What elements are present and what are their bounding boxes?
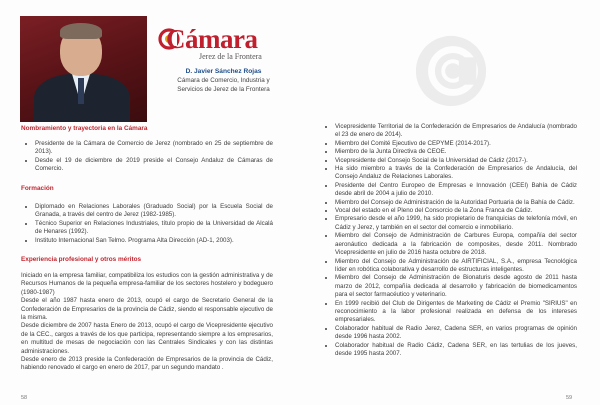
list-item: • Empresario desde el año 1999, ha sido propietario de franquicias de telefonía móvil, en Cádiz y Jerez, y también en el sector del comercio e inmobiliario. [335,215,577,232]
person-name: D. Javier Sánchez Rojas [185,68,262,75]
list-item: • Colaborador habitual de Radio Cádiz, Cadena SER, en las tertulias de los jueves, desde 1995 hasta 2007. [335,342,577,359]
paragraph: Desde el año 1987 hasta enero de 2013, ocupó el cargo de Secretario General de la Confederación de Empresarios de la provincia de Cádiz, siendo el responsable ejecutivo de la misma. [21,297,273,322]
list-item: • Ha sido miembro a través de la Confederación de Empresarios de Andalucía, del Consejo Andaluz de Relaciones Laborales. [335,165,577,182]
section-title-nombramiento: Nombramiento y trayectoria en la Cámara [21,125,148,132]
role-line: Servicios de Jerez de la Frontera [177,86,270,93]
experiencia-text [21,272,273,373]
portrait-photo [20,16,147,122]
logo-subtitle: Jerez de la Frontera [199,52,262,61]
list-item: • Miembro del Consejo de Administración de Carbures Europa, compañía del sector aeronáutico dedicada a la fabricación de composites, desde 2011. Nombrado Vicepresidente en julio de 2016 hasta octubre de 2018. [335,232,577,257]
section-title-formacion: Formación [21,185,54,192]
list-item: • Miembro del Comité Ejecutivo de CEPYME (2014-2017). [335,140,577,148]
section-title-experiencia: Experiencia profesional y otros méritos [21,256,142,263]
list-item: • Colaborador habitual de Radio Jerez, Cadena SER, en varios programas de opinión desde 1996 hasta 2002. [335,325,577,342]
list-item: • Técnico Superior en Relaciones Industriales, título propio de la Universidad de Alcalá de Henares (1992). [35,220,273,237]
list-nombramiento [21,140,273,174]
list-item: • Desde el 19 de diciembre de 2019 preside el Consejo Andaluz de Cámaras de Comercio. [35,157,273,174]
page-number-right: 59 [566,395,573,401]
page-number-left: 58 [21,395,28,401]
list-item: • Vicepresidente del Consejo Social de la Universidad de Cádiz (2017-). [335,157,577,165]
paragraph: Iniciado en la empresa familiar, compatibiliza los estudios con la gestión administrativa y de Recursos Humanos de la pequeña empresa-familiar de los sectores hostelero y bodeguero (1980-1987) [21,272,273,296]
list-item: • En 1999 recibió del Club de Dirigentes de Marketing de Cádiz el Premio "SIRIUS" en reconocimiento a la labor profesional realizada en defensa de los intereses empresariales. [335,300,577,325]
list-item: • Miembro de la Junta Directiva de CEOE. [335,148,577,156]
paragraph: Desde enero de 2013 preside la Confederación de Empresarios de la provincia de Cádiz, habiendo renovado el cargo en enero de 2017, par un segundo mandato . [21,356,273,372]
list-item: • Miembro del Consejo de Administración de la Autoridad Portuaria de la Bahía de Cádiz. [335,199,577,207]
logo-wordmark: Cámara [166,24,258,54]
list-right-column [321,123,577,358]
list-formacion [21,203,273,245]
list-item: • Vocal del estado en el Pleno del Consorcio de la Zona Franca de Cádiz. [335,207,577,215]
list-item: • Instituto Internacional San Telmo. Programa Alta Dirección (AD-1, 2003). [35,237,273,245]
list-item: • Diplomado en Relaciones Laborales (Graduado Social) por la Escuela Social de Granada, a través del centro de Jerez (1982-1985). [35,203,273,220]
list-item: • Presidente de la Cámara de Comercio de Jerez (nombrado en 25 de septiembre de 2013). [35,140,273,157]
role-line: Cámara de Comercio, Industria y [177,77,270,84]
list-item: • Miembro del Consejo de Administración de AIRTIFICIAL, S.A., empresa Tecnológica líder en robótica colaborativa y desarrollo de estructuras inteligentes. [335,258,577,275]
camara-watermark-icon [412,32,490,110]
paragraph: Desde diciembre de 2007 hasta Enero de 2013, ocupó el cargo de Vicepresidente ejecutivo de la CEC., cargos a través de los que participa, representando siempre a los empresarios, en multitud de mesas de negociación con las Centrales Sindicales y con las distintas administraciones. [21,322,273,355]
person-role [160,76,287,94]
list-item: • Miembro del Consejo de Administración de Bionaturis desde agosto de 2011 hasta marzo de 2012, compañía dedicada al desarrollo y fabricación de biomedicamentos para el sector farmacéutico y veterinario. [335,274,577,299]
list-item: • Vicepresidente Territorial de la Confederación de Empresarios de Andalucía (nombrado el 23 de enero de 2014). [335,123,577,140]
list-item: • Presidente del Centro Europeo de Empresas e Innovación (CEEI) Bahía de Cádiz desde abril de 2004 a julio de 2010. [335,182,577,199]
